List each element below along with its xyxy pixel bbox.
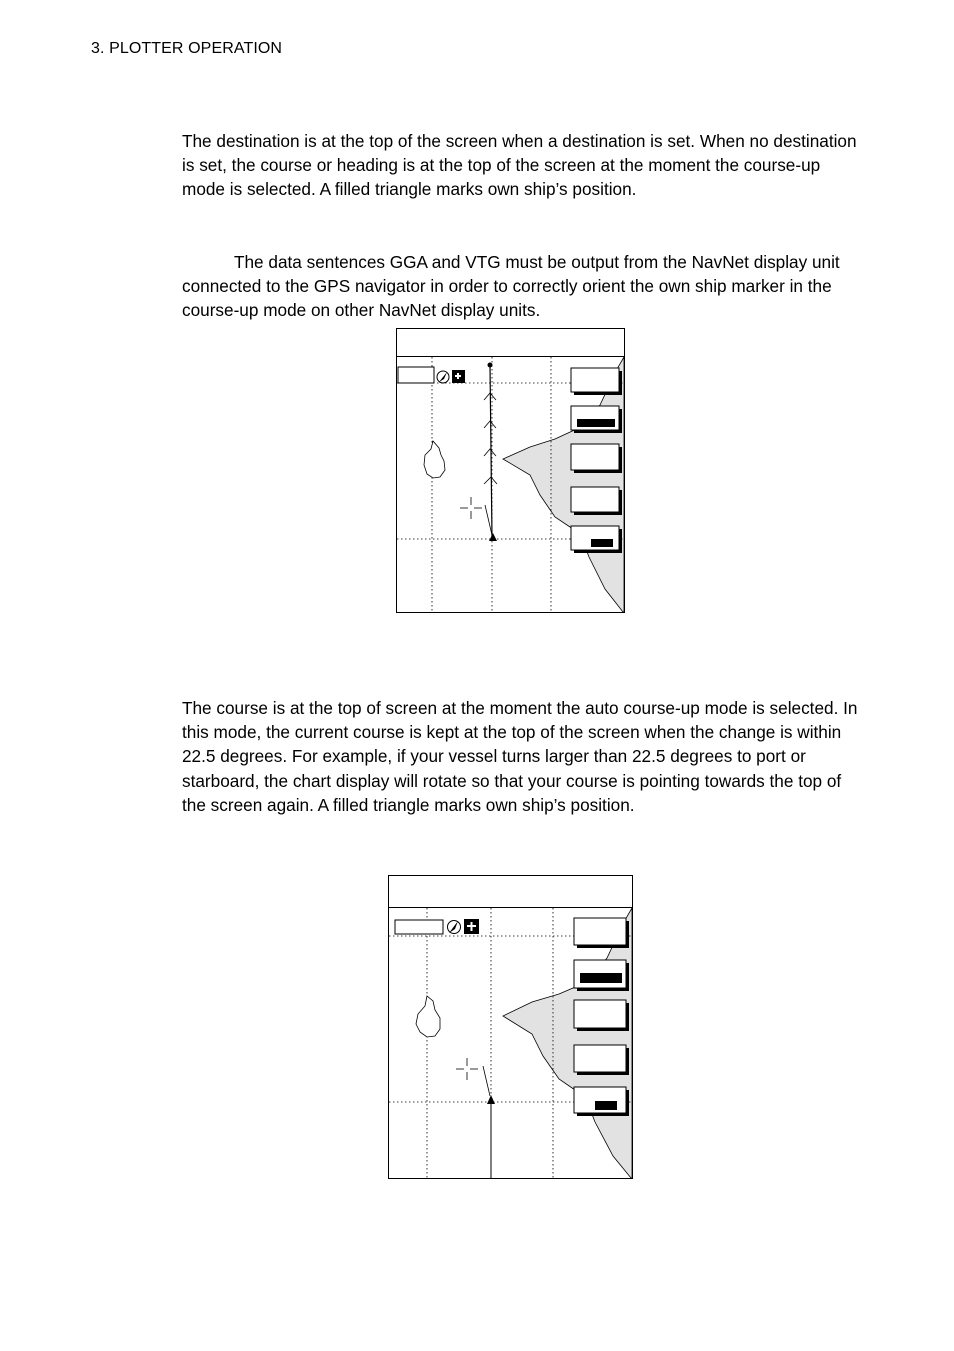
course-up-description: The destination is at the top of the screen when a destination is set. When no destination is set, the course or heading is at the top of the screen at the moment the course-up mode is selected. A filled triangle marks own ship’s position. [182,131,857,200]
page-header: 3. PLOTTER OPERATION [91,40,283,57]
mode-icon [464,919,479,934]
compass-icon [437,371,449,383]
auto-course-up-figure [387,874,635,1187]
destination-marker [488,363,493,368]
mode-icon [452,370,465,383]
navnet-note: The data sentences GGA and VTG must be output from the NavNet display unit connected to the GPS navigator in order to correctly orient the own ship marker in the course-up mode on other NavNet display units. [182,252,840,321]
course-up-figure [395,327,627,620]
compass-icon [448,921,461,934]
auto-course-up-description: The course is at the top of screen at the moment the auto course-up mode is selected. In this mode, the current course is kept at the top of the screen when the change is within 22.5 degrees. For example, if your vessel turns larger than 22.5 degrees to port or starboard, the chart display will rotate so that your course is pointing towards the top of the screen again. A filled triangle marks own ship’s position. [182,698,858,815]
